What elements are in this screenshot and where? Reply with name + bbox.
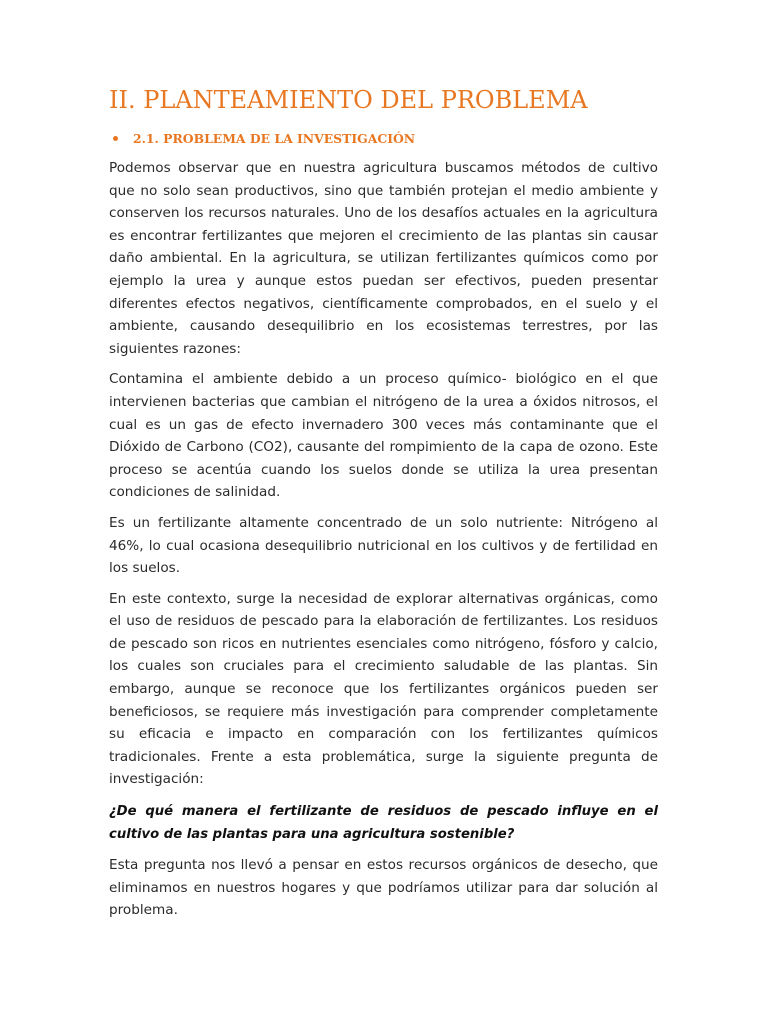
document-content [109,80,658,922]
paragraph-urea-contamination: Contamina el ambiente debido a un proceso químico- biológico en el que intervienen bacterias que cambian el nitrógeno de la urea a óxidos nitrosos, el cual es un gas de efecto invernadero 300 veces más contaminante que el Dióxido de Carbono (CO2), causante del rompimiento de la capa de ozono. Este proceso se acentúa cuando los suelos donde se utiliza la urea presentan condiciones de salinidad. [109,371,658,501]
research-question: ¿De qué manera el fertilizante de residuos de pescado influye en el cultivo de las plantas para una agricultura sostenible? [109,804,658,842]
subsection-heading [109,126,658,150]
paragraph-context: En este contexto, surge la necesidad de explorar alternativas orgánicas, como el uso de residuos de pescado para la elaboración de fertilizantes. Los residuos de pescado son ricos en nutrientes esenciales como nitrógeno, fósforo y calcio, los cuales son cruciales para el crecimiento saludable de las plantas. Sin embargo, aunque se reconoce que los fertilizantes orgánicos pueden ser beneficiosos, se requiere más investigación para comprender completamente su eficacia e impacto en comparación con los fertilizantes químicos tradicionales. Frente a esta problemática, surge la siguiente pregunta de investigación: [109,590,658,788]
subsection-title: 2.1. PROBLEMA DE LA INVESTIGACIÓN [133,130,416,146]
bullet-icon [113,136,118,141]
paragraph-nitrogen-concentration: Es un fertilizante altamente concentrado de un solo nutriente: Nitrógeno al 46%, lo cual ocasiona desequilibrio nutricional en los cultivos y de fertilidad en los suelos. [109,514,658,577]
section-title: II. PLANTEAMIENTO DEL PROBLEMA [109,86,588,114]
paragraph-intro: Podemos observar que en nuestra agricultura buscamos métodos de cultivo que no solo sean productivos, sino que también protejan el medio ambiente y conserven los recursos naturales. Uno de los desafíos actuales en la agricultura es encontrar fertilizantes que mejoren el crecimiento de las plantas sin causar daño ambiental. En la agricultura, se utilizan fertilizantes químicos como por ejemplo la urea y aunque estos puedan ser efectivos, pueden presentar diferentes efectos negativos, científicamente comprobados, en el suelo y el ambiente, causando desequilibrio en los ecosistemas terrestres, por las siguientes razones: [109,160,658,357]
paragraph-closing: Esta pregunta nos llevó a pensar en estos recursos orgánicos de desecho, que eliminamos en nuestros hogares y que podríamos utilizar para dar solución al problema. [109,857,658,919]
